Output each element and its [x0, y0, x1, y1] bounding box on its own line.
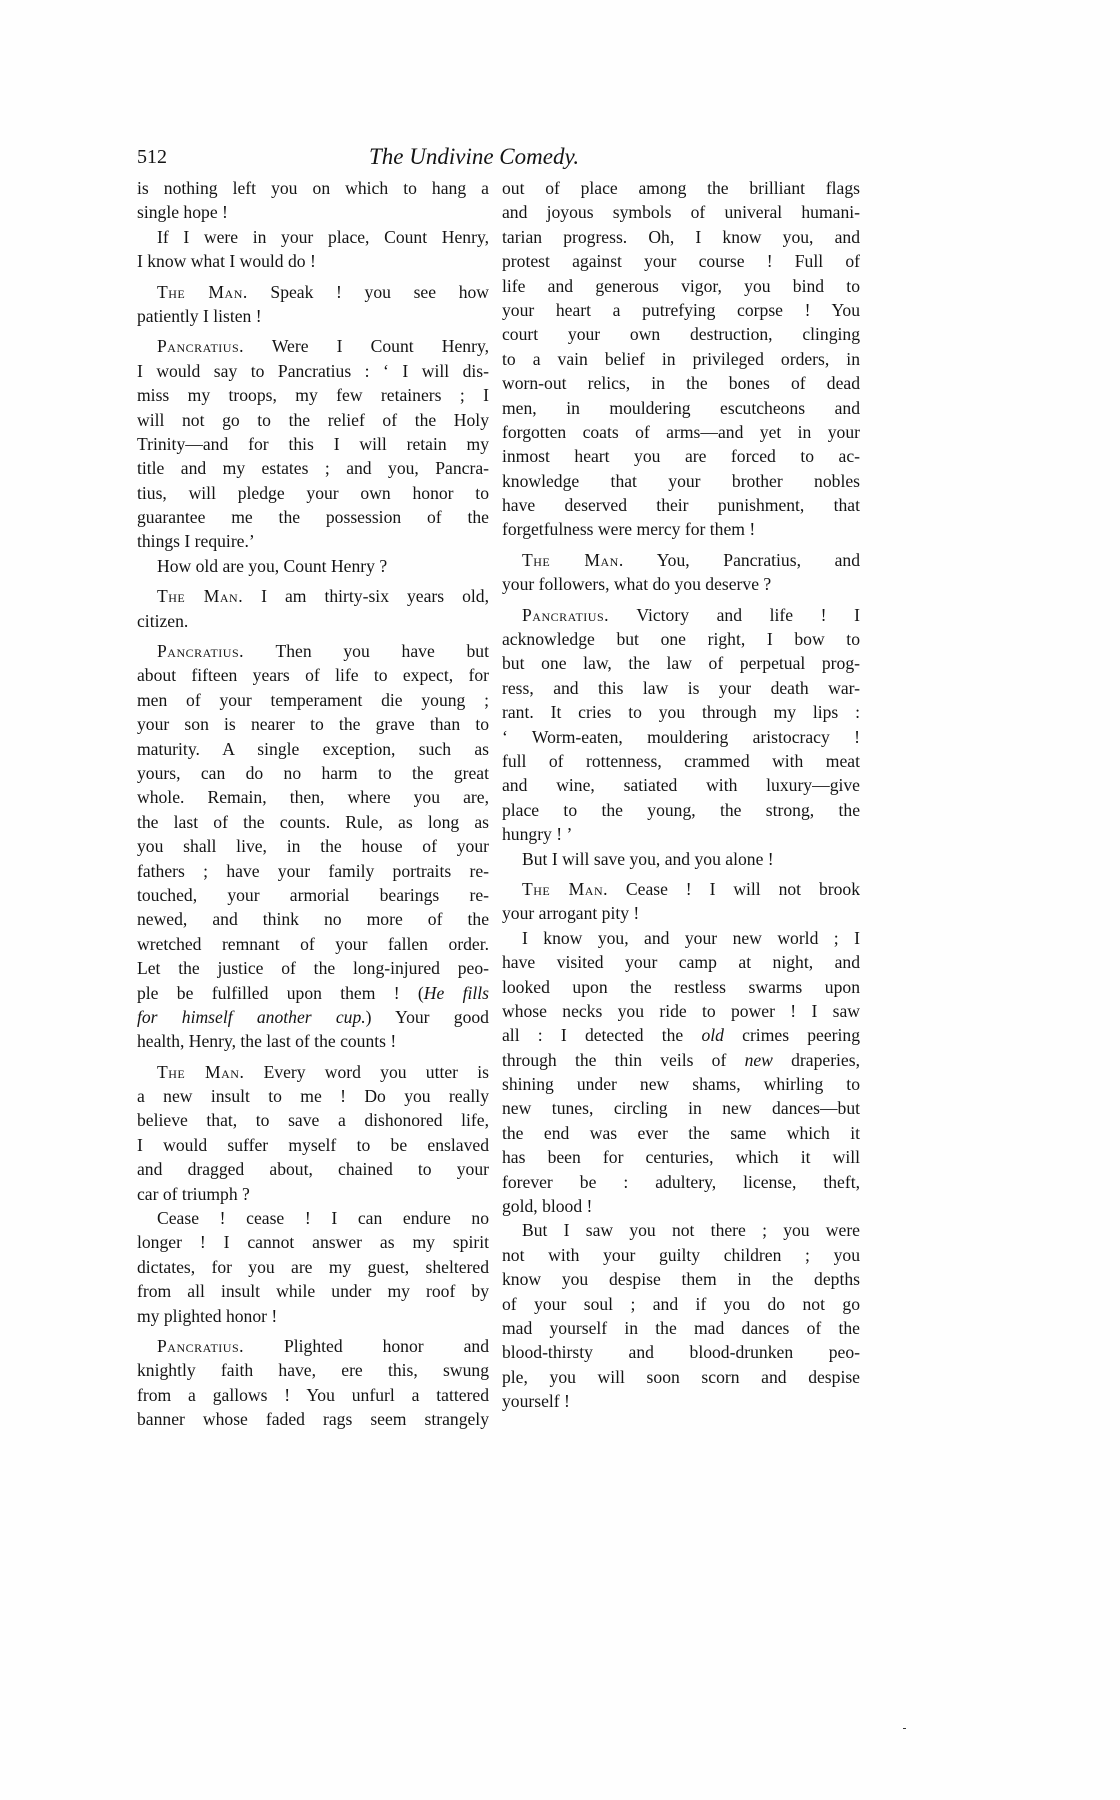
stage-direction: for himself another cup. [137, 1006, 366, 1027]
text-line [137, 1108, 489, 1132]
line-text: rant. It cries to you through my lips : [502, 702, 860, 723]
text-line [137, 383, 489, 407]
text-line [502, 1218, 860, 1242]
line-text: patiently I listen ! [137, 305, 262, 326]
text-line [502, 1340, 860, 1364]
line-text: hungry ! ’ [502, 824, 573, 845]
line-text: whose necks you ride to power ! I saw [502, 1000, 860, 1021]
text-line [137, 304, 489, 328]
text-line [137, 712, 489, 736]
line-text: Cease ! I will not brook [608, 878, 860, 899]
line-text: tarian progress. Oh, I know you, and [502, 226, 860, 247]
line-text: maturity. A single exception, such as [137, 738, 489, 759]
text-line [502, 1145, 860, 1169]
right-text-column [502, 176, 860, 1414]
text-line [502, 1316, 860, 1340]
line-text: Then you have but [244, 641, 489, 662]
text-line [137, 359, 489, 383]
line-text: will not go to the relief of the Holy [137, 409, 489, 430]
line-text: tius, will pledge your own honor to [137, 482, 489, 503]
text-line [502, 749, 860, 773]
text-line [502, 200, 860, 224]
text-line [502, 225, 860, 249]
line-text: I know you, and your new world ; I [522, 927, 860, 948]
text-line [502, 975, 860, 999]
line-text: dictates, for you are my guest, sheltered [137, 1256, 489, 1277]
text-line [137, 907, 489, 931]
line-text: citizen. [137, 610, 189, 631]
text-line [137, 785, 489, 809]
line-text: forever be : adultery, license, theft, [502, 1171, 860, 1192]
text-line [502, 999, 860, 1023]
line-text: the last of the counts. Rule, as long as [137, 811, 489, 832]
line-text: touched, your armorial bearings re- [137, 884, 489, 905]
text-line [502, 322, 860, 346]
text-line [502, 469, 860, 493]
line-text: your followers, what do you deserve ? [502, 574, 772, 595]
line-text: mad yourself in the mad dances of the [502, 1317, 860, 1338]
line-text: acknowledge but one right, I bow to [502, 629, 860, 650]
line-text: fathers ; have your family portraits re- [137, 860, 489, 881]
line-text: a new insult to me ! Do you really [137, 1086, 489, 1107]
text-line [502, 274, 860, 298]
line-text: You, Pancratius, and [623, 549, 860, 570]
emphasized-text: He fills [423, 982, 489, 1003]
text-line [502, 1389, 860, 1413]
text-line [137, 456, 489, 480]
line-text: your heart a putrefying corpse ! You [502, 299, 860, 320]
line-text: your arrogant pity ! [502, 903, 640, 924]
line-text: I am thirty-six years old, [243, 586, 489, 607]
line-text: from a gallows ! You unfurl a tattered [137, 1384, 489, 1405]
text-line [502, 877, 860, 901]
line-text: longer ! I cannot answer as my spirit [137, 1232, 489, 1253]
text-line [137, 1255, 489, 1279]
line-text: is nothing left you on which to hang a [137, 178, 489, 198]
running-title: The Undivine Comedy. [369, 144, 580, 169]
line-text: car of triumph ? [137, 1183, 250, 1204]
line-text: court your own destruction, clinging [502, 324, 860, 345]
text-line [502, 176, 860, 200]
text-line [137, 834, 489, 858]
line-text: believe that, to save a dishonored life, [137, 1110, 489, 1131]
text-line [502, 847, 860, 871]
line-text: to a vain belief in privileged orders, in [502, 348, 860, 369]
text-line [502, 1072, 860, 1096]
speaker-name: Pancratius. [157, 336, 245, 357]
text-line [502, 1170, 860, 1194]
text-line [502, 901, 860, 925]
text-line [137, 859, 489, 883]
text-line [137, 249, 489, 273]
line-text: health, Henry, the last of the counts ! [137, 1031, 397, 1052]
line-text: I would suffer myself to be enslaved [137, 1134, 489, 1155]
text-line [137, 956, 489, 980]
line-text: have visited your camp at night, and [502, 952, 860, 973]
line-text: single hope ! [137, 202, 228, 223]
speaker-name: Pancratius. [522, 604, 610, 625]
text-line [137, 810, 489, 834]
text-line [137, 408, 489, 432]
running-head [137, 146, 737, 176]
text-line [137, 225, 489, 249]
text-line [137, 883, 489, 907]
line-text: Every word you utter is [244, 1061, 489, 1082]
line-text: not with your guilty children ; you [502, 1244, 860, 1265]
line-text: wretched remnant of your fallen order. [137, 933, 489, 954]
text-line [502, 700, 860, 724]
line-text: Speak ! you see how [247, 281, 489, 302]
line-text: draperies, [772, 1049, 860, 1070]
text-line [137, 737, 489, 761]
line-text: whole. Remain, then, where you are, [137, 787, 489, 808]
text-line [502, 517, 860, 541]
line-text: yourself ! [502, 1391, 570, 1412]
text-line [502, 1023, 860, 1047]
speaker-name: The Man. [157, 586, 244, 607]
text-line [502, 298, 860, 322]
line-text: ‘ Worm-eaten, mouldering aristocracy ! [502, 726, 860, 747]
line-text: looked upon the restless swarms upon [502, 976, 860, 997]
text-line [502, 798, 860, 822]
line-text: Victory and life ! I [609, 604, 860, 625]
line-text: inmost heart you are forced to ac- [502, 446, 860, 467]
text-line [137, 334, 489, 358]
line-text: ress, and this law is your death war- [502, 677, 860, 698]
text-line [502, 347, 860, 371]
speaker-name: Pancratius. [157, 641, 245, 662]
text-line [502, 627, 860, 651]
line-text: But I will save you, and you alone ! [522, 848, 774, 869]
line-text: Trinity—and for this I will retain my [137, 433, 489, 454]
text-line [137, 1383, 489, 1407]
text-line [502, 1096, 860, 1120]
line-text: ple be fulfilled upon them ! ( [137, 982, 424, 1003]
text-line [502, 572, 860, 596]
text-line [502, 603, 860, 627]
text-line [137, 1084, 489, 1108]
text-line [502, 1267, 860, 1291]
text-line [502, 548, 860, 572]
text-line [137, 554, 489, 578]
speaker-name: Pancratius. [157, 1335, 245, 1356]
line-text: and joyous symbols of univeral humani- [502, 202, 860, 223]
line-text: Cease ! cease ! I can endure no [157, 1208, 489, 1229]
text-line [137, 1230, 489, 1254]
text-line [137, 609, 489, 633]
line-text: crimes peering [723, 1025, 860, 1046]
line-text: things I require.’ [137, 531, 255, 552]
line-text: you shall live, in the house of your [137, 836, 489, 857]
text-line [137, 1407, 489, 1431]
emphasized-text: new [744, 1049, 773, 1070]
line-text: all : I detected the [502, 1025, 702, 1046]
text-line [502, 493, 860, 517]
line-text: knowledge that your brother nobles [502, 470, 860, 491]
line-text: through the thin veils of [502, 1049, 745, 1070]
line-text: ) Your good [365, 1006, 489, 1027]
line-text: title and my estates ; and you, Pancra- [137, 458, 489, 479]
line-text: new tunes, circling in new dances—but [502, 1098, 860, 1119]
text-line [137, 1060, 489, 1084]
line-text: have deserved their punishment, that [502, 495, 860, 516]
text-line [137, 1334, 489, 1358]
line-text: banner whose faded rags seem strangely [137, 1409, 489, 1430]
text-line [502, 1243, 860, 1267]
speaker-name: The Man. [522, 878, 609, 899]
text-line [502, 1292, 860, 1316]
text-line [502, 371, 860, 395]
text-line [502, 396, 860, 420]
line-text: guarantee me the possession of the [137, 507, 489, 528]
text-line [137, 981, 489, 1005]
text-line [502, 249, 860, 273]
line-text: out of place among the brilliant flags [502, 178, 860, 198]
line-text: men of your temperament die young ; [137, 689, 489, 710]
line-text: and dragged about, chained to your [137, 1159, 489, 1180]
line-text: men, in mouldering escutcheons and [502, 397, 860, 418]
text-line [137, 1358, 489, 1382]
text-line [137, 529, 489, 553]
text-line [137, 1304, 489, 1328]
text-line [137, 1206, 489, 1230]
text-line [502, 420, 860, 444]
line-text: my plighted honor ! [137, 1305, 278, 1326]
text-line [137, 1133, 489, 1157]
text-line [137, 481, 489, 505]
line-text: life and generous vigor, you bind to [502, 275, 860, 296]
line-text: and wine, satiated with luxury—give [502, 775, 860, 796]
text-line [502, 1048, 860, 1072]
line-text: If I were in your place, Count Henry, [157, 226, 489, 247]
line-text: yours, can do no harm to the great [137, 762, 489, 783]
left-text-column [137, 176, 489, 1432]
line-text: from all insult while under my roof by [137, 1281, 489, 1302]
text-line [502, 444, 860, 468]
text-line [502, 1121, 860, 1145]
text-line [137, 761, 489, 785]
line-text: place to the young, the strong, the [502, 799, 860, 820]
text-line [137, 932, 489, 956]
text-line [137, 1182, 489, 1206]
line-text: ple, you will soon scorn and despise [502, 1366, 860, 1387]
line-text: your son is nearer to the grave than to [137, 714, 489, 735]
line-text: full of rottenness, crammed with meat [502, 750, 860, 771]
text-line [502, 651, 860, 675]
line-text: Were I Count Henry, [244, 336, 489, 357]
line-text: But I saw you not there ; you were [522, 1220, 860, 1241]
text-line [502, 1194, 860, 1218]
text-line [137, 280, 489, 304]
line-text: of your soul ; and if you do not go [502, 1293, 860, 1314]
text-line [502, 676, 860, 700]
line-text: know you despise them in the depths [502, 1269, 860, 1290]
speaker-name: The Man. [157, 1061, 245, 1082]
speaker-name: The Man. [157, 281, 248, 302]
line-text: knightly faith have, ere this, swung [137, 1360, 489, 1381]
text-line [137, 200, 489, 224]
line-text: forgotten coats of arms—and yet in your [502, 421, 860, 442]
text-line [137, 584, 489, 608]
line-text: about fifteen years of life to expect, for [137, 665, 489, 686]
text-line [502, 1365, 860, 1389]
line-text: I know what I would do ! [137, 251, 316, 272]
line-text: blood-thirsty and blood-drunken peo- [502, 1342, 860, 1363]
line-text: forgetfulness were mercy for them ! [502, 519, 756, 540]
line-text: gold, blood ! [502, 1196, 593, 1217]
text-line [137, 1005, 489, 1029]
text-line [137, 176, 489, 200]
text-line [137, 688, 489, 712]
text-line [137, 505, 489, 529]
speaker-name: The Man. [522, 549, 624, 570]
line-text: has been for centuries, which it will [502, 1147, 860, 1168]
line-text: worn-out relics, in the bones of dead [502, 373, 860, 394]
line-text: shining under new shams, whirling to [502, 1074, 860, 1095]
line-text: I would say to Pancratius : ‘ I will dis- [137, 360, 489, 381]
text-line [502, 926, 860, 950]
emphasized-text: old [701, 1025, 724, 1046]
line-text: but one law, the law of perpetual prog- [502, 653, 860, 674]
stray-print-mark [903, 1728, 906, 1729]
line-text: miss my troops, my few retainers ; I [137, 385, 489, 406]
text-line [137, 1029, 489, 1053]
text-line [137, 1279, 489, 1303]
text-line [502, 773, 860, 797]
text-line [137, 432, 489, 456]
text-line [137, 639, 489, 663]
line-text: protest against your course ! Full of [502, 251, 860, 272]
text-line [502, 950, 860, 974]
text-line [137, 1157, 489, 1181]
text-line [502, 725, 860, 749]
line-text: Let the justice of the long-injured peo- [137, 958, 489, 979]
line-text: newed, and think no more of the [137, 909, 489, 930]
text-line [502, 822, 860, 846]
line-text: Plighted honor and [244, 1335, 489, 1356]
line-text: the end was ever the same which it [502, 1122, 860, 1143]
line-text: How old are you, Count Henry ? [157, 555, 388, 576]
page-number: 512 [137, 146, 167, 168]
text-line [137, 663, 489, 687]
